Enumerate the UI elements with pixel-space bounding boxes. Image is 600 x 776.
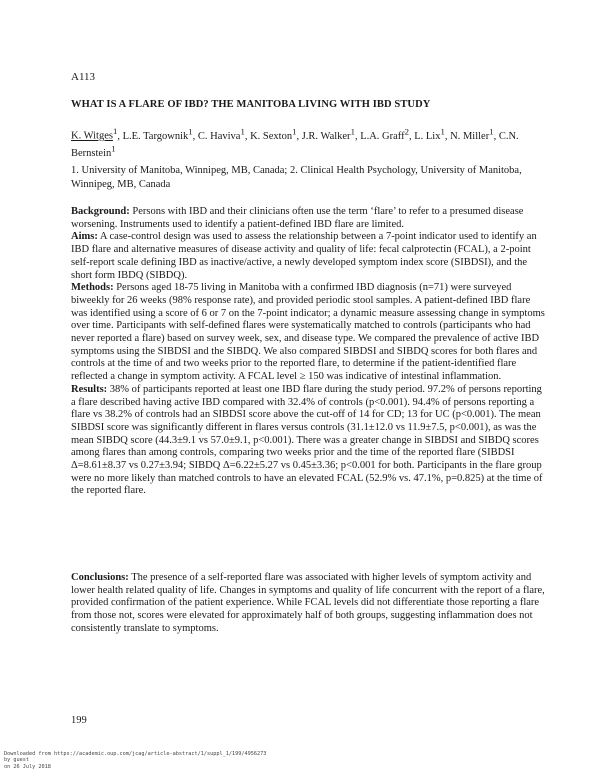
results-section: [71, 384, 545, 498]
presenting-author-affiliation: 1: [112, 126, 118, 136]
download-footer: [4, 751, 324, 770]
conclusions-section: [71, 572, 545, 636]
methods-section: [71, 282, 545, 384]
methods-label: Methods:: [71, 282, 114, 294]
footer-line-date: on 26 July 2018: [4, 763, 51, 770]
co-authors: , L.E. Targownik$^1$, C. Haviva$^1$, K. Sexton$^1$, J.R. Walker$^1$, L.A. Graff$^2$, L. Lix$^1$, N. Miller$^1$, C.N. Bernstein$^1$: [71, 126, 519, 159]
background-section: [71, 206, 545, 231]
presenting-author: K. Witges: [71, 130, 113, 142]
methods-text: Persons aged 18-75 living in Manitoba with a confirmed IBD diagnosis (n=71) were surveyed biweekly for 26 weeks (98% response rate), and provided periodic stool samples. A patient-defined IBD flare was identified using a score of 6 or 7 on the 7-point indicator; a dynamic measure assessing change in symptoms over time. Participants with self-defined flares were systematically matched to controls (participants who had never reported a flare) based on survey week, sex, and disease type. We compared the prevalence of active IBD symptoms using the SIBDSI and the SIBDQ. We also compared SIBDSI and SIBDQ scores for both flares and controls at the time of and two weeks prior to the reported flare, to determine if the patient-identified flare reflected a change in symptom activity. A FCAL level ≥ 150 was indicative of intestinal inflammation.: [71, 282, 545, 383]
background-text: Persons with IBD and their clinicians often use the term ‘flare’ to refer to a presumed disease worsening. Instruments used to identify a patient-defined IBD flare are limited.: [71, 206, 524, 230]
abstract-title: WHAT IS A FLARE OF IBD? THE MANITOBA LIVING WITH IBD STUDY: [71, 99, 431, 110]
conclusions-text: The presence of a self-reported flare was associated with higher levels of symptom activity and lower health related quality of life. Changes in symptoms and quality of life concurrent with the report of a flare, provided confirmation of the patient experience. While FCAL levels did not differentiate those reporting a flare from those not, scores were elevated for approximately half of both groups, suggesting inflammation does not consistently translate to symptoms.: [71, 572, 545, 634]
background-label: Background:: [71, 206, 130, 217]
conclusions-label: Conclusions:: [71, 572, 129, 583]
footer-line-guest: by guest: [4, 757, 29, 764]
author-list: [71, 125, 541, 160]
results-text: 38% of participants reported at least one IBD flare during the study period. 97.2% of persons reporting a flare described having active IBD compared with 32.4% of controls (p<0.001). 94.4% of persons reporting a flare vs 38.2% of controls had an SIBDSI score above the cut-off of 14 for CD; 13 for UC (p<0.001). The mean SIBDSI score was significantly different in flares versus controls (31.1±12.0 vs 11.9±7.5, p<0.001), as was the mean SIBDQ score (44.3±9.1 vs 57.0±9.1, p<0.001). There was a greater change in SIBDSI and SIBDQ scores among flares than among controls, comparing two weeks prior and the time of the reported flare (SIBDSI Δ=8.61±8.37 vs 0.27±3.94; SIBDQ Δ=6.22±5.27 vs 0.45±3.36; p<0.001 for both. Participants in the flare group were no more likely than matched controls to have an elevated FCAL (52.9% vs. 47.1%, p=0.825) at the time of the reported flare.: [71, 383, 543, 497]
abstract-id: A113: [71, 71, 96, 83]
affiliations: 1. University of Manitoba, Winnipeg, MB, Canada; 2. Clinical Health Psychology, University of Manitoba, Winnipeg, MB, Canada: [71, 165, 522, 190]
aims-label: Aims:: [71, 231, 98, 243]
page-number: 199: [71, 715, 87, 726]
results-label: Results:: [71, 383, 108, 395]
abstract-body: [71, 206, 545, 498]
footer-line-url: Downloaded from https://academic.oup.com/jcag/article-abstract/1/suppl_1/199/4956273: [4, 751, 267, 757]
aims-text: A case-control design was used to assess the relationship between a 7-point indicator used to identify an IBD flare and alternative measures of disease activity and quality of life: fecal calprotectin (FCAL), a 2-point self-report scale defining IBD as inactive/active, a newly developed symptom index score (SIBDSI), and the short form IBDQ (SIBDQ).: [71, 231, 537, 281]
aims-section: [71, 231, 545, 282]
